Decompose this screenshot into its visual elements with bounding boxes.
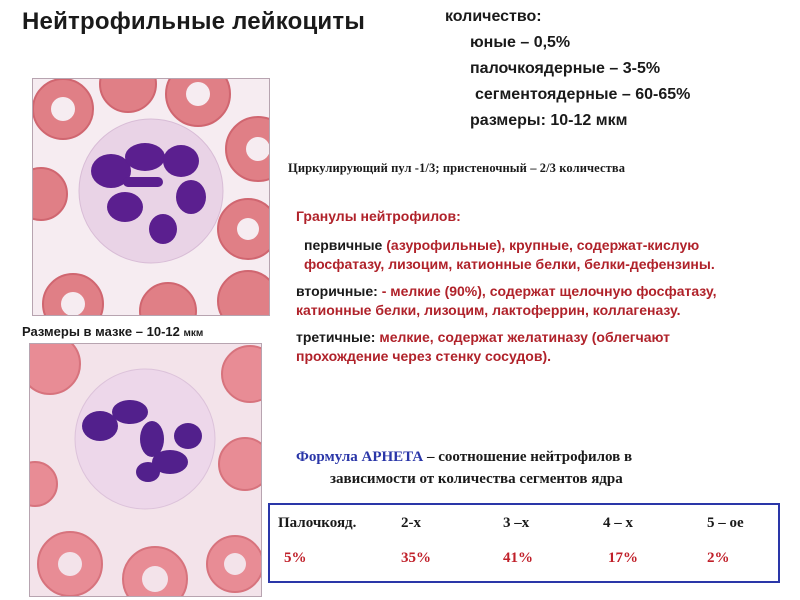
arneth-table [268,503,780,583]
count-young-label: юные – [470,34,530,51]
size-caption-unit: мкм [183,328,204,339]
pool-text: Циркулирующий пул -1/3; пристеночный – 2/3 количества [288,161,626,175]
count-segmented [475,82,690,108]
counts-heading: количество: [445,8,542,25]
granules-tertiary-label: третичные: [296,329,376,345]
granules-primary-label: первичные [304,237,383,253]
page-title: Нейтрофильные лейкоциты [22,8,366,35]
arneth-line1: – соотношение нейтрофилов в [427,449,633,465]
table-value-band: 5% [284,550,307,566]
count-young [470,30,690,56]
granules-tertiary [296,328,746,366]
count-band [470,56,690,82]
granules-secondary-text: - мелкие (90%), содержат щелочную фосфатазу, катионные белки, лизоцим, лактоферрин, коллагеназу. [296,283,717,318]
micrograph-image-1 [32,78,270,316]
count-segmented-value: 60-65% [635,86,691,103]
granules-primary [296,236,746,274]
table-header-2: 2-х [401,515,421,531]
table-header-5: 5 – ое [707,515,744,531]
table-header-band: Палочкояд. [278,515,357,531]
micrograph-drawing-1 [33,79,269,315]
size-caption [22,324,203,339]
arneth-formula [296,446,776,490]
micrograph-drawing-2 [30,344,261,596]
granules-secondary-label: вторичные: [296,283,378,299]
table-value-4: 17% [608,550,638,566]
granules-title: Гранулы нейтрофилов: [296,208,461,224]
table-header-3: 3 –х [503,515,530,531]
count-segmented-label: сегментоядерные – [475,86,631,103]
count-band-label: палочкоядерные – [470,60,619,77]
micrograph-image-2 [29,343,262,597]
granules-primary-text: (азурофильные), крупные, содержат-кислую фосфатазу, лизоцим, катионные белки, белки-дефензины. [304,237,715,272]
granules-secondary [296,282,746,320]
table-header-4: 4 – х [603,515,633,531]
count-young-value: 0,5% [533,34,571,51]
arneth-name: Формула АРНЕТА [296,449,424,465]
table-value-3: 41% [503,550,533,566]
table-value-5: 2% [707,550,730,566]
counts-block [445,4,690,134]
count-band-value: 3-5% [622,60,661,77]
table-value-2: 35% [401,550,431,566]
arneth-line2: зависимости от количества сегментов ядра [330,471,623,487]
granules-section [296,207,746,374]
count-size: размеры: 10-12 мкм [470,112,628,129]
size-caption-text: Размеры в мазке – 10-12 [22,324,180,339]
granules-tertiary-text: мелкие, содержат желатиназу (облегчают прохождение через стенку сосудов). [296,329,670,364]
